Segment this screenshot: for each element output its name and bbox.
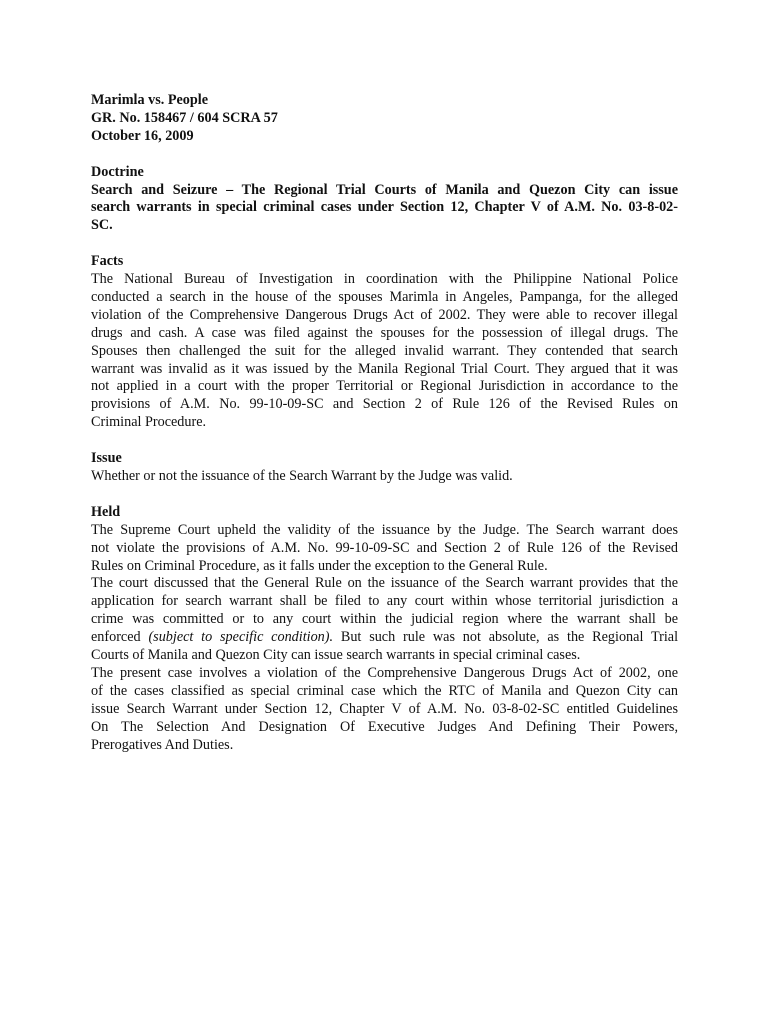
held-line: of the cases classified as special criminal case which the RTC of Manila and Quezon City can	[91, 682, 678, 699]
doctrine-section	[91, 164, 678, 236]
held-line	[91, 629, 678, 647]
issue-line: Whether or not the issuance of the Search Warrant by the Judge was valid.	[91, 467, 513, 484]
doctrine-text	[91, 182, 678, 236]
issue-heading: Issue	[91, 450, 122, 467]
held-line: The Supreme Court upheld the validity of the issuance by the Judge. The Search warrant does	[91, 521, 678, 538]
held-text: enforced	[91, 629, 149, 646]
held-line: issue Search Warrant under Section 12, Chapter V of A.M. No. 03-8-02-SC entitled Guidelines	[91, 700, 678, 717]
case-title: Marimla vs. People	[91, 92, 209, 108]
doctrine-heading: Doctrine	[91, 163, 144, 180]
held-section	[91, 504, 678, 755]
facts-heading: Facts	[91, 253, 124, 270]
held-paragraph-2	[91, 575, 678, 665]
facts-section	[91, 253, 678, 432]
case-number: GR. No. 158467 / 604 SCRA 57	[91, 109, 278, 126]
held-line: crime was committed or to any court within the judicial region where the warrant shall be	[91, 611, 678, 628]
facts-line: conducted a search in the house of the spouses Marimla in Angeles, Pampanga, for the alleged	[91, 288, 678, 305]
case-date: October 16, 2009	[91, 127, 194, 144]
facts-line: warrant was invalid as it was issued by the Manila Regional Trial Court. They argued that it was	[91, 360, 678, 377]
held-line: The present case involves a violation of the Comprehensive Dangerous Drugs Act of 2002, one	[91, 664, 678, 681]
held-line: On The Selection And Designation Of Executive Judges And Defining Their Powers,	[91, 718, 678, 735]
facts-line: provisions of A.M. No. 99-10-09-SC and Section 2 of Rule 126 of the Revised Rules on	[91, 396, 678, 413]
facts-paragraph	[91, 271, 678, 432]
facts-line: Criminal Procedure.	[91, 414, 207, 431]
held-italic-note: (subject to specific condition).	[148, 629, 334, 646]
held-heading: Held	[91, 503, 121, 520]
held-line: not violate the provisions of A.M. No. 99-10-09-SC and Section 2 of Rule 126 of the Revised	[91, 539, 678, 556]
held-line: Courts of Manila and Quezon City can issue search warrants in special criminal cases.	[91, 647, 581, 664]
facts-line: drugs and cash. A case was filed against the spouses for the possession of illegal drugs. The	[91, 324, 678, 341]
held-paragraph-1	[91, 522, 678, 576]
facts-line: Spouses then challenged the suit for the alleged invalid warrant. They contended that search	[91, 342, 678, 359]
case-header	[91, 92, 678, 146]
held-line: application for search warrant shall be filed to any court within whose territorial jurisdiction a	[91, 593, 678, 610]
doctrine-line: Search and Seizure – The Regional Trial Courts of Manila and Quezon City can issue	[91, 181, 678, 198]
held-line: Rules on Criminal Procedure, as it falls under the exception to the General Rule.	[91, 557, 548, 574]
held-line: Prerogatives And Duties.	[91, 736, 234, 753]
facts-line: not applied in a court with the proper Territorial or Regional Jurisdiction in accordance to the	[91, 378, 678, 395]
held-line: The court discussed that the General Rule on the issuance of the Search warrant provides that the	[91, 575, 678, 592]
doctrine-line: search warrants in special criminal cases under Section 12, Chapter V of A.M. No. 03-8-02-	[91, 199, 678, 216]
facts-line: violation of the Comprehensive Dangerous Drugs Act of 2002. They were able to recover illegal	[91, 306, 678, 323]
doctrine-line: SC.	[91, 217, 113, 234]
document-content	[91, 92, 678, 754]
issue-section	[91, 450, 678, 486]
held-paragraph-3	[91, 665, 678, 755]
facts-line: The National Bureau of Investigation in coordination with the Philippine National Police	[91, 271, 678, 288]
held-text: But such rule was not absolute, as the Regional Trial	[333, 629, 679, 646]
